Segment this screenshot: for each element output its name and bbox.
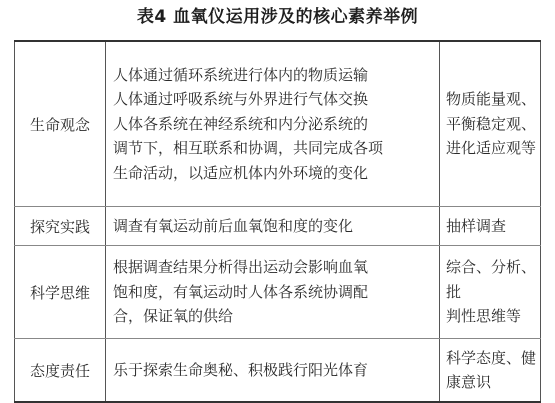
table-row (15, 339, 541, 403)
content-cell (106, 339, 440, 403)
content-line: 人体通过循环系统进行体内的物质运输 (113, 65, 369, 84)
content-line: 合，保证氧的供给 (113, 307, 234, 326)
table-row (15, 246, 541, 339)
content-line: 饱和度，有氧运动时人体各系统协调配 (113, 282, 369, 301)
literacy-line: 判性思维等 (446, 307, 522, 326)
content-line: 根据调查结果分析得出运动会影响血氧 (113, 258, 369, 277)
literacy-cell (440, 207, 541, 246)
category-cell: 科学思维 (15, 246, 106, 339)
table-row (15, 41, 541, 207)
literacy-line: 进化适应观等 (446, 139, 537, 158)
content-line: 调查有氧运动前后血氧饱和度的变化 (113, 216, 354, 235)
content-line: 生命活动，以适应机体内外环境的变化 (113, 163, 369, 182)
content-cell (106, 207, 440, 246)
table-row (15, 207, 541, 246)
content-line: 调节下，相互联系和协调，共同完成各项 (113, 139, 384, 158)
literacy-line: 康意识 (446, 373, 492, 391)
content-cell (106, 246, 440, 339)
literacy-cell (440, 339, 541, 403)
category-cell: 探究实践 (15, 207, 106, 246)
literacy-line: 抽样调查 (446, 216, 507, 235)
content-cell (106, 41, 440, 207)
literacy-line: 平衡稳定观、 (446, 114, 537, 133)
literacy-line: 综合、分析、批 (446, 258, 537, 301)
literacy-line: 物质能量观、 (446, 90, 537, 109)
category-cell: 生命观念 (15, 41, 106, 207)
content-line: 人体通过呼吸系统与外界进行气体交换 (113, 90, 369, 109)
literacy-line: 科学态度、健 (446, 348, 537, 367)
literacy-cell (440, 41, 541, 207)
core-literacy-table (14, 40, 541, 403)
literacy-cell (440, 246, 541, 339)
table-title: 表4 血氧仪运用涉及的核心素养举例 (136, 7, 419, 27)
content-line: 乐于探索生命奥秘、积极践行阳光体育 (113, 360, 369, 379)
category-cell: 态度责任 (15, 339, 106, 403)
content-line: 人体各系统在神经系统和内分泌系统的 (113, 114, 369, 133)
